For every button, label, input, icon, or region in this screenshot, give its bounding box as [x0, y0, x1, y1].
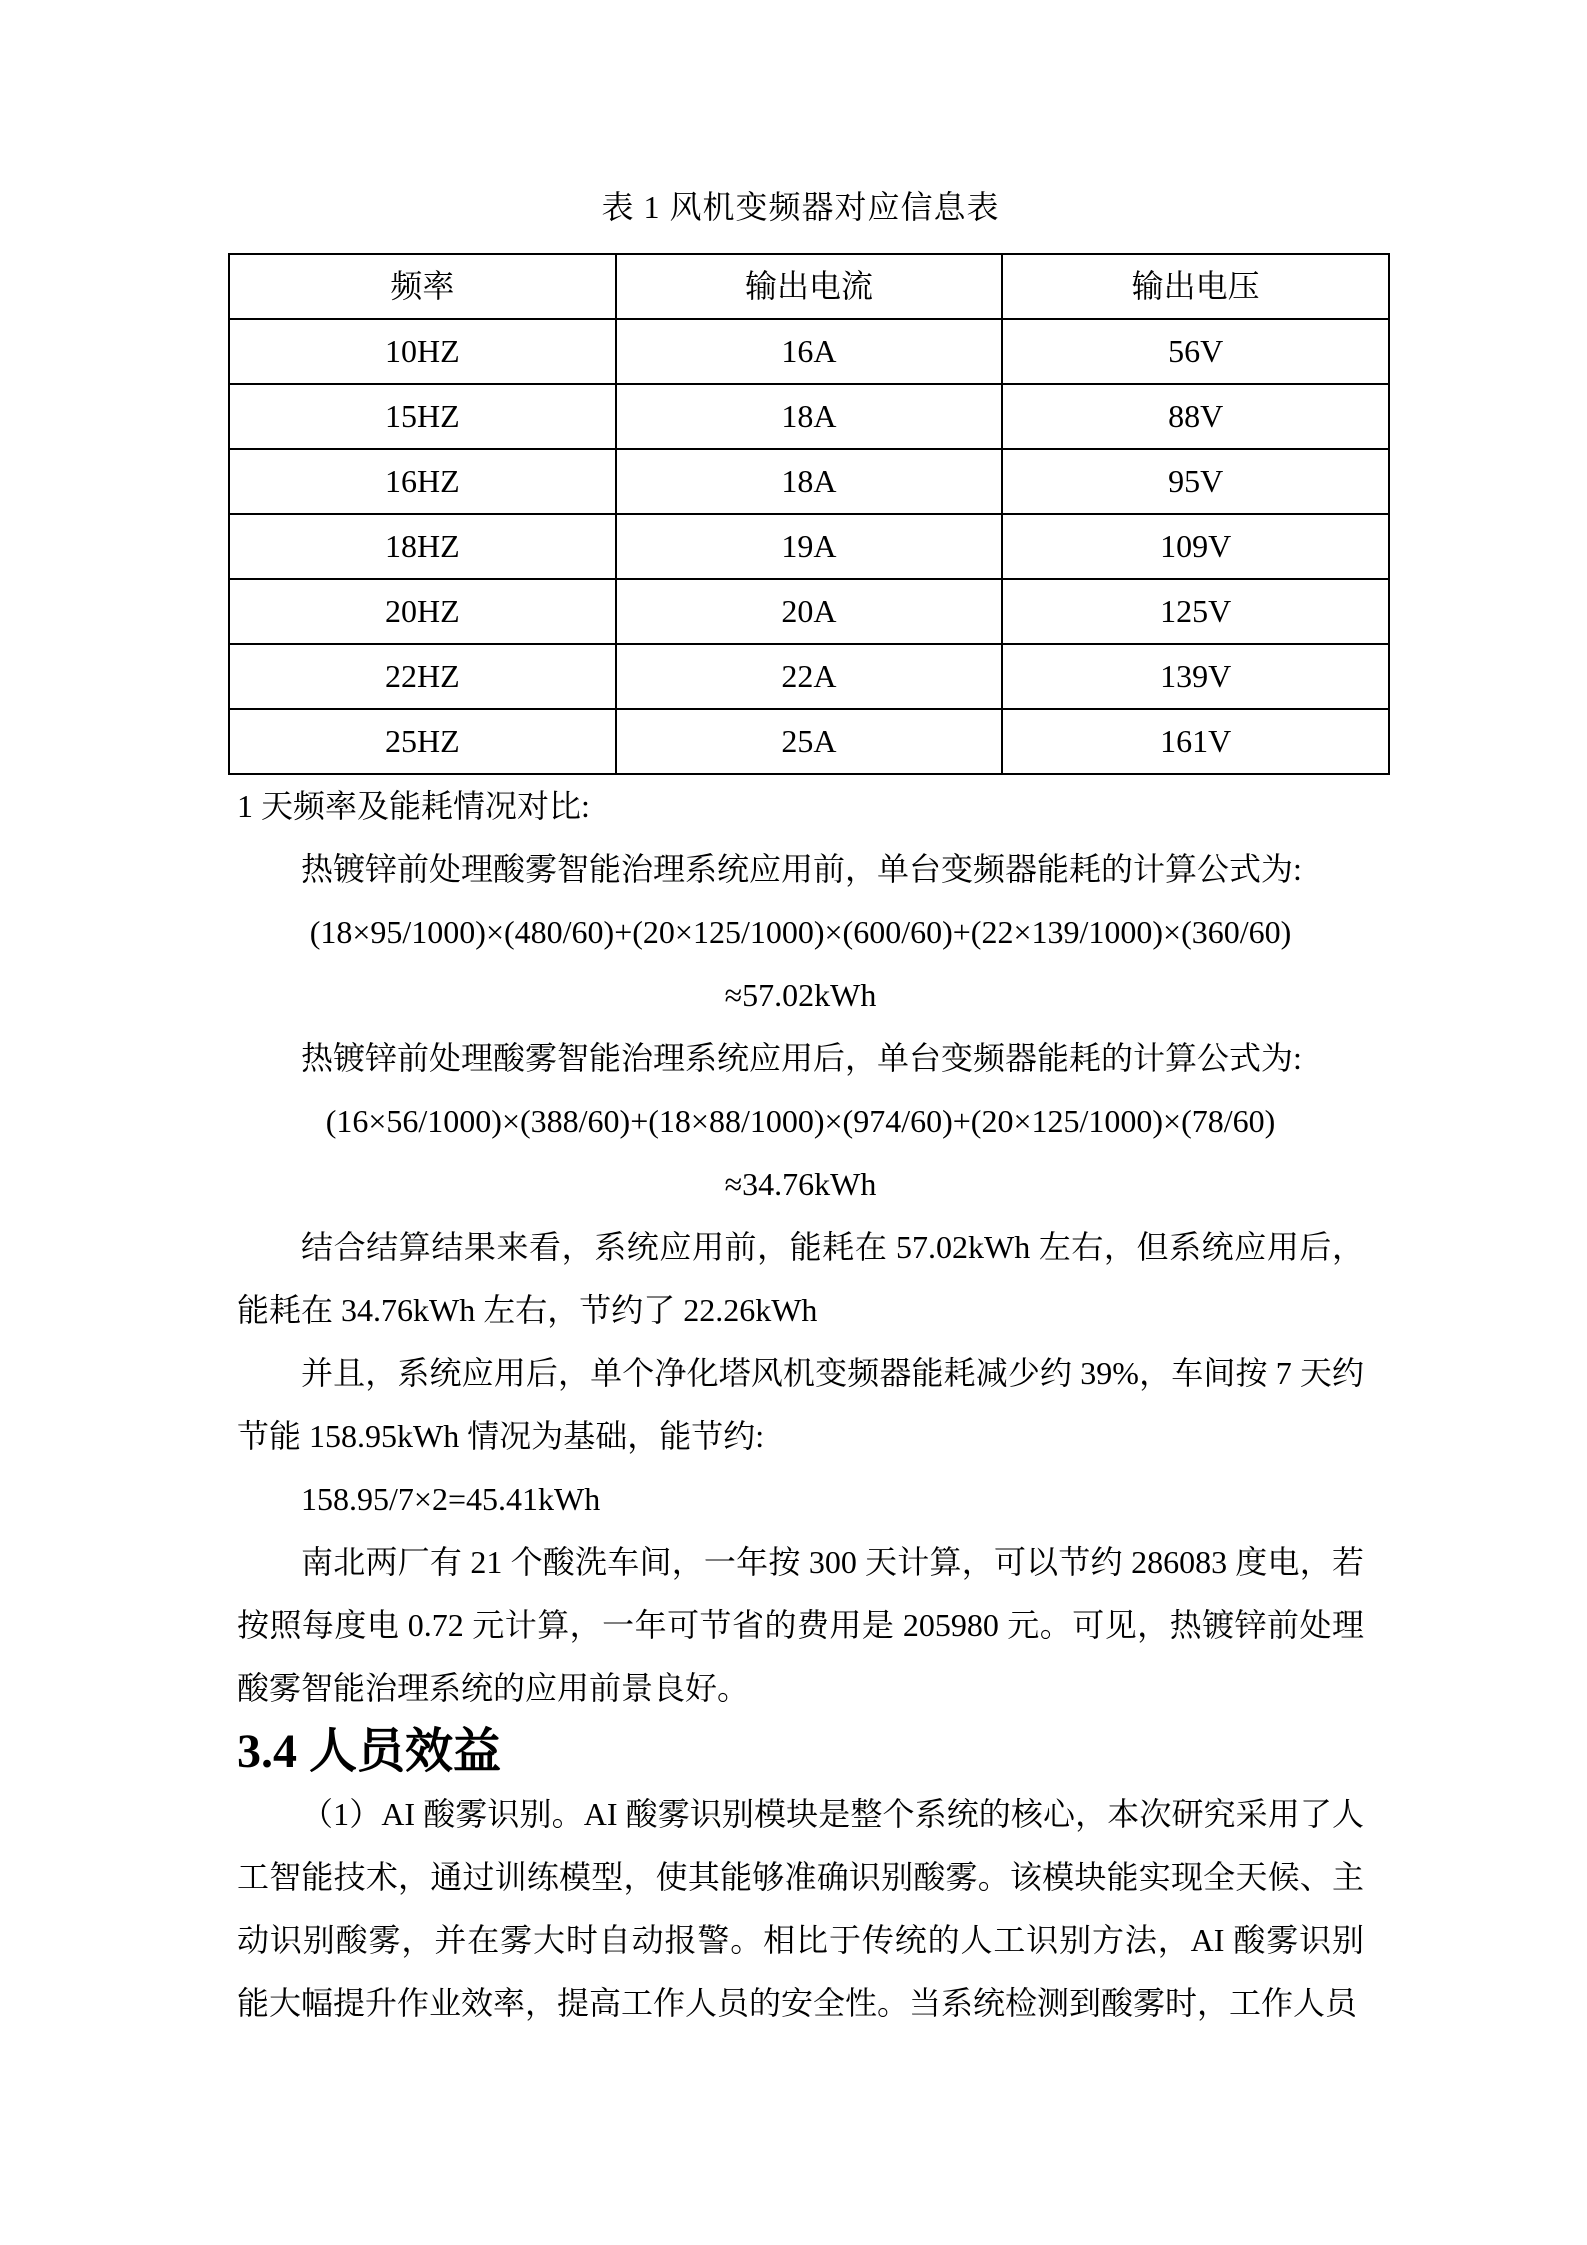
table-cell: 161V: [1002, 709, 1389, 774]
table-cell: 16HZ: [229, 449, 616, 514]
formula-after-result: ≈34.76kWh: [724, 1166, 877, 1202]
table-cell: 16A: [616, 319, 1003, 384]
formula-before-result: ≈57.02kWh: [724, 977, 877, 1013]
paragraph-ai-recognition: （1）AI 酸雾识别。AI 酸雾识别模块是整个系统的核心，本次研究采用了人工智能技术，通过训练模型，使其能够准确识别酸雾。该模块能实现全天候、主动识别酸雾，并在雾大时自动报警。相比于传统的人工识别方法，AI 酸雾识别能大幅提升作业效率，提高工作人员的安全性。当系统检测到酸雾时，工作人员: [237, 1796, 1364, 2021]
paragraph-comparison: 结合结算结果来看，系统应用前，能耗在 57.02kWh 左右，但系统应用后，能耗在 34.76kWh 左右，节约了 22.26kWh: [237, 1229, 1364, 1328]
paragraph-before-formula: 热镀锌前处理酸雾智能治理系统应用前，单台变频器能耗的计算公式为:: [301, 851, 1302, 887]
table-cell: 18A: [616, 384, 1003, 449]
table-cell: 10HZ: [229, 319, 616, 384]
paragraph-annual-savings: 南北两厂有 21 个酸洗车间，一年按 300 天计算，可以节约 286083 度电，若按照每度电 0.72 元计算，一年可节省的费用是 205980 元。可见，热镀锌前处理酸雾智能治理系统的应用前景良好。: [237, 1544, 1364, 1706]
table-cell: 56V: [1002, 319, 1389, 384]
formula-after: (16×56/1000)×(388/60)+(18×88/1000)×(974/60)+(20×125/1000)×(78/60): [325, 1103, 1276, 1139]
table-cell: 109V: [1002, 514, 1389, 579]
table-header-row: [229, 254, 1389, 319]
table-header-cell: 频率: [229, 254, 616, 319]
section-heading: 3.4 人员效益: [237, 1725, 502, 1778]
table-cell: 18A: [616, 449, 1003, 514]
table-cell: 25A: [616, 709, 1003, 774]
inverter-info-table: [228, 253, 1390, 775]
table-cell: 20A: [616, 579, 1003, 644]
table-cell: 19A: [616, 514, 1003, 579]
table-row: [229, 384, 1389, 449]
table-cell: 125V: [1002, 579, 1389, 644]
paragraph-after-formula: 热镀锌前处理酸雾智能治理系统应用后，单台变频器能耗的计算公式为:: [301, 1040, 1302, 1076]
table-cell: 18HZ: [229, 514, 616, 579]
table-caption: 表 1 风机变频器对应信息表: [601, 189, 1000, 225]
table-cell: 15HZ: [229, 384, 616, 449]
table-cell: 139V: [1002, 644, 1389, 709]
formula-before: (18×95/1000)×(480/60)+(20×125/1000)×(600/60)+(22×139/1000)×(360/60): [309, 914, 1292, 950]
table-cell: 22HZ: [229, 644, 616, 709]
table-cell: 95V: [1002, 449, 1389, 514]
table-header-cell: 输出电压: [1002, 254, 1389, 319]
paragraph-intro: 1 天频率及能耗情况对比:: [237, 788, 590, 824]
table-row: [229, 644, 1389, 709]
paragraph-savings: 并且，系统应用后，单个净化塔风机变频器能耗减少约 39%，车间按 7 天约节能 158.95kWh 情况为基础，能节约:: [237, 1355, 1364, 1454]
table-header-cell: 输出电流: [616, 254, 1003, 319]
table-cell: 20HZ: [229, 579, 616, 644]
table-row: [229, 579, 1389, 644]
table-row: [229, 709, 1389, 774]
table-row: [229, 514, 1389, 579]
formula-savings: 158.95/7×2=45.41kWh: [301, 1481, 601, 1517]
table-row: [229, 449, 1389, 514]
table-cell: 25HZ: [229, 709, 616, 774]
table-cell: 88V: [1002, 384, 1389, 449]
table-row: [229, 319, 1389, 384]
table-cell: 22A: [616, 644, 1003, 709]
